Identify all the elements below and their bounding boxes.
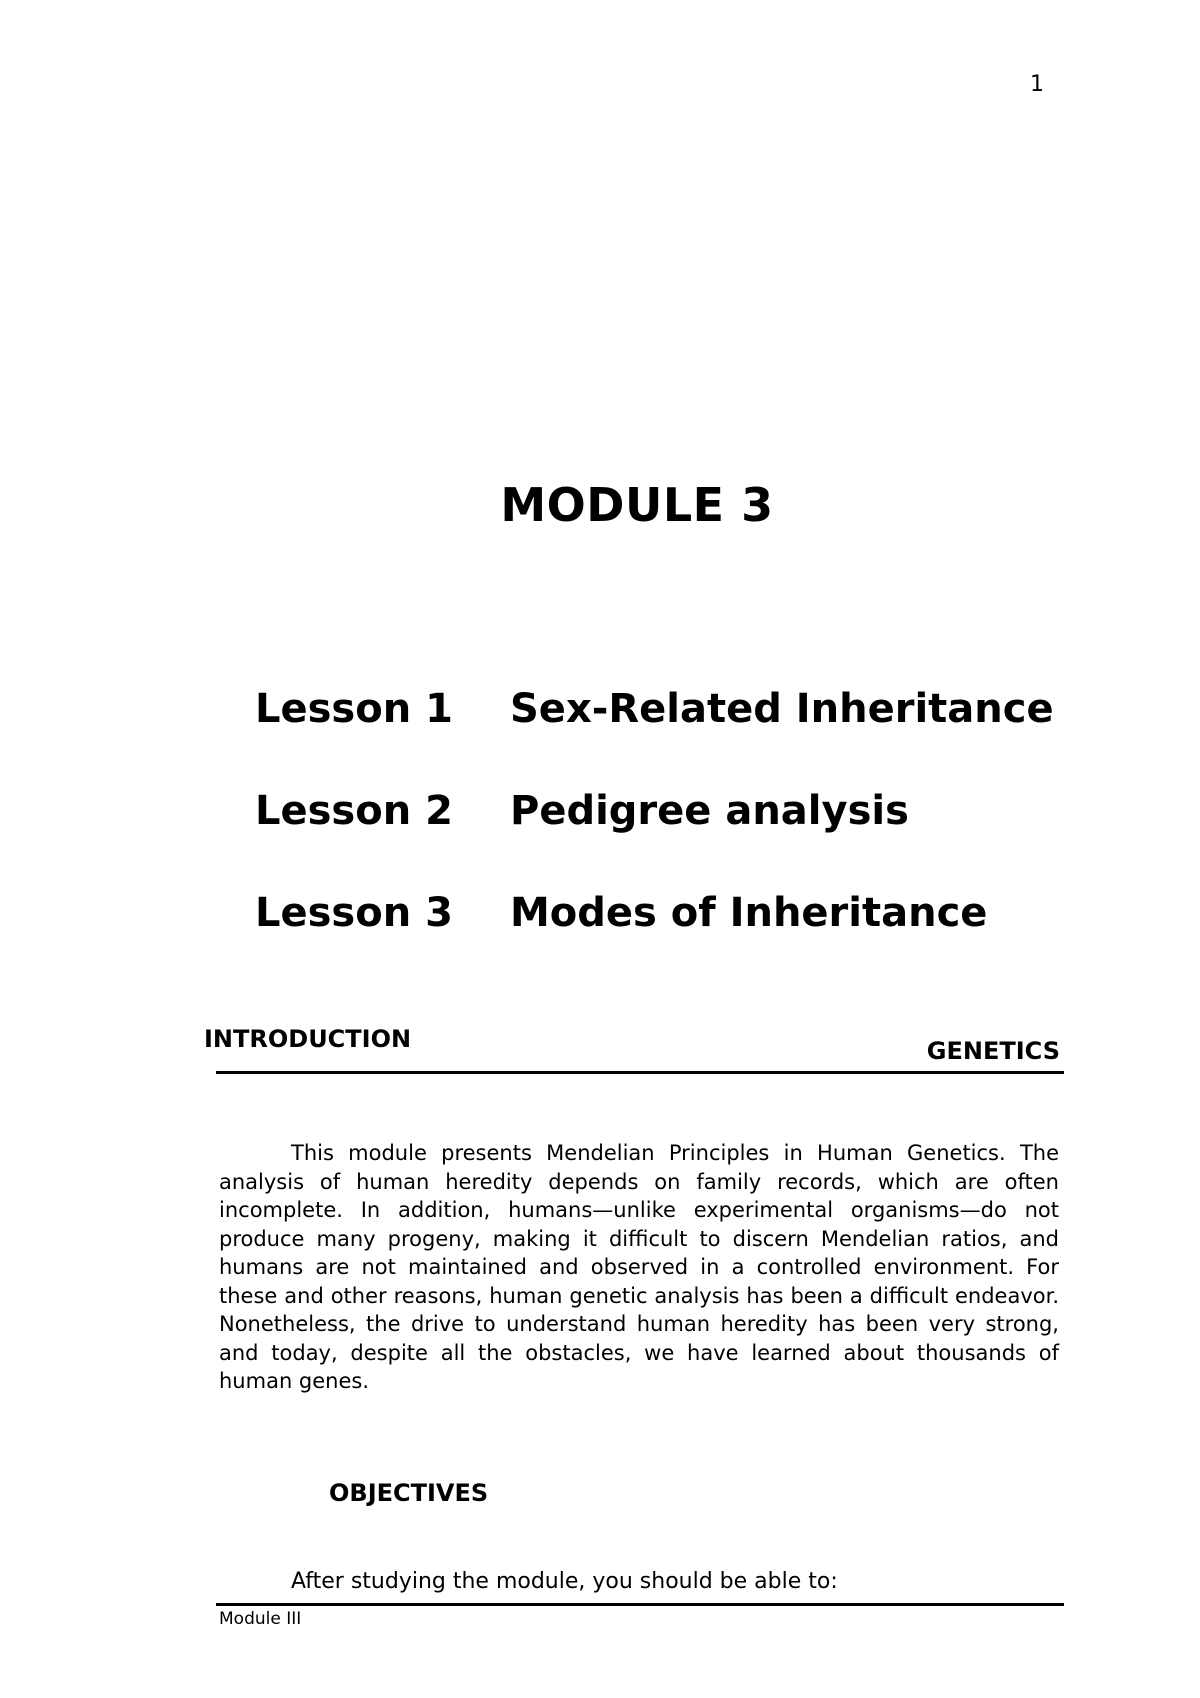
subject-label: GENETICS	[926, 1037, 1060, 1065]
introduction-heading: INTRODUCTION	[204, 1025, 412, 1053]
page-number: 1	[1030, 72, 1044, 97]
introduction-body: This module presents Mendelian Principles in Human Genetics. The analysis of human heredity depends on family records, which are often incomplete. In addition, humans—unlike experimental organisms—do not produce many progeny, making it difficult to discern Mendelian ratios, and humans are not maintained and observed in a controlled environment. For these and other reasons, human genetic analysis has been a difficult endeavor. Nonetheless, the drive to understand human heredity has been very strong, and today, despite all the obstacles, we have learned about thousands of human genes.	[219, 1141, 1059, 1393]
footer-divider	[216, 1603, 1064, 1606]
lesson-row	[255, 686, 1055, 788]
lesson-number: Lesson 2	[255, 788, 453, 834]
lesson-title: Sex-Related Inheritance	[510, 686, 1054, 732]
lesson-row	[255, 788, 1055, 890]
lesson-list	[255, 686, 1055, 992]
lesson-title: Pedigree analysis	[510, 788, 909, 834]
section-divider	[216, 1071, 1064, 1074]
objectives-lead: After studying the module, you should be able to:	[291, 1569, 838, 1594]
lesson-row	[255, 890, 1055, 992]
footer-label: Module III	[219, 1609, 302, 1629]
lesson-number: Lesson 1	[255, 686, 453, 732]
lesson-title: Modes of Inheritance	[510, 890, 988, 936]
lesson-number: Lesson 3	[255, 890, 453, 936]
objectives-heading: OBJECTIVES	[329, 1479, 489, 1507]
module-title: MODULE 3	[500, 478, 774, 532]
